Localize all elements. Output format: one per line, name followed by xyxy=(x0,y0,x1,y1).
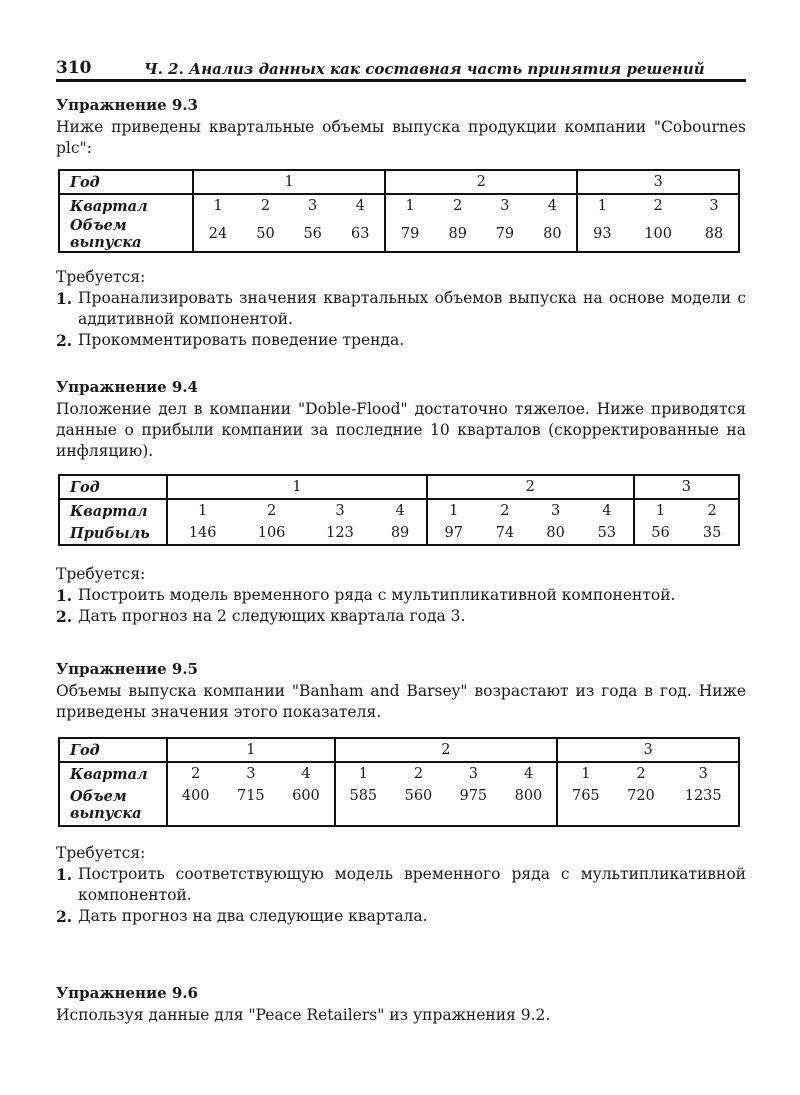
quarter-row xyxy=(59,194,739,217)
value-cell: 53 xyxy=(581,522,634,545)
year-cell: 1 xyxy=(167,738,335,762)
task-text: Дать прогноз на 2 следующих квартала года 3. xyxy=(78,607,466,625)
quarter-cell: 3 xyxy=(500,198,510,214)
exercise-9-4 xyxy=(56,378,746,627)
value-cell: 765 xyxy=(571,788,600,804)
profit-table xyxy=(58,474,740,546)
value-cell: 560 xyxy=(404,788,433,804)
quarter-cell: 3 xyxy=(246,766,256,782)
exercise-9-6 xyxy=(56,984,746,1026)
year-row xyxy=(59,170,739,194)
value-cell: 100 xyxy=(644,226,672,242)
value-cell: 975 xyxy=(459,788,488,804)
task-text: Прокомментировать поведение тренда. xyxy=(78,331,405,349)
value-cell: 106 xyxy=(257,525,286,541)
quarter-cell: 3 xyxy=(468,766,478,782)
value-row xyxy=(59,522,739,545)
task-number: 2. xyxy=(56,607,73,626)
quarter-row xyxy=(59,762,739,785)
value-cell: 74 xyxy=(495,525,515,541)
running-title: Ч. 2. Анализ данных как составная часть принятия решений xyxy=(144,60,705,78)
value-cell: 123 xyxy=(326,525,354,541)
value-cell: 56 xyxy=(303,226,322,242)
exercise-title: Упражнение 9.6 xyxy=(56,984,198,1002)
value-cell: 97 xyxy=(444,525,463,541)
task-text: Построить соответствующую модель временного ряда с мультипликативной компонентой. xyxy=(78,865,746,904)
year-cell: 1 xyxy=(167,475,427,499)
quarter-cell: 2 xyxy=(191,766,201,782)
task-number: 1. xyxy=(56,289,73,308)
exercise-title: Упражнение 9.5 xyxy=(56,660,198,678)
quarter-cell: 2 xyxy=(453,198,463,214)
quarter-cell: 4 xyxy=(501,762,557,785)
year-cell: 2 xyxy=(385,170,577,194)
exercise-text: Используя данные для "Peace Retailers" из упражнения 9.2. xyxy=(56,1006,551,1024)
value-cell: 720 xyxy=(627,788,655,804)
task-number: 1. xyxy=(56,586,73,605)
task-item xyxy=(56,906,746,927)
exercise-9-3 xyxy=(56,96,746,351)
value-cell: 93 xyxy=(593,226,612,242)
value-row xyxy=(59,217,739,252)
year-row xyxy=(59,475,739,499)
quarter-cell: 1 xyxy=(597,198,607,214)
quarter-cell: 1 xyxy=(198,503,208,519)
task-item xyxy=(56,585,746,606)
quarter-cell: 3 xyxy=(335,503,345,519)
quarter-cell: 2 xyxy=(500,503,510,519)
year-header: Год xyxy=(59,475,167,499)
output-table xyxy=(58,169,740,253)
page-number: 310 xyxy=(56,58,92,78)
value-cell: 88 xyxy=(704,226,724,242)
value-cell: 79 xyxy=(495,226,515,242)
year-cell: 3 xyxy=(557,738,739,762)
year-cell: 2 xyxy=(335,738,558,762)
quarter-cell: 2 xyxy=(266,503,277,519)
exercise-title: Упражнение 9.4 xyxy=(56,378,198,396)
task-item xyxy=(56,606,746,627)
quarter-cell: 4 xyxy=(374,499,427,522)
task-text: Дать прогноз на два следующие квартала. xyxy=(78,907,428,925)
required-label: Требуется: xyxy=(56,844,146,862)
task-list xyxy=(56,864,746,927)
task-item xyxy=(56,864,746,906)
value-cell: 600 xyxy=(278,785,334,826)
value-row xyxy=(59,785,739,826)
exercise-text: Ниже приведены квартальные объемы выпуска продукции компании "Cobournes plc": xyxy=(56,118,746,157)
required-label: Требуется: xyxy=(56,565,146,583)
quarter-cell: 4 xyxy=(528,194,577,217)
task-text: Проанализировать значения квартальных объемов выпуска на основе модели с аддитивной компонентой. xyxy=(78,289,746,328)
exercise-text: Объемы выпуска компании "Banham and Barsey" возрастают из года в год. Ниже приведены значения этого показателя. xyxy=(56,682,746,721)
quarter-header: Квартал xyxy=(59,762,167,785)
quarter-cell: 1 xyxy=(449,503,459,519)
exercise-9-5 xyxy=(56,660,746,927)
task-text: Построить модель временного ряда с мультипликативной компонентой. xyxy=(78,586,676,604)
exercise-title: Упражнение 9.3 xyxy=(56,96,198,114)
page-header xyxy=(56,52,746,82)
quarter-cell: 2 xyxy=(260,198,271,214)
value-cell: 400 xyxy=(181,788,210,804)
value-cell: 146 xyxy=(188,525,217,541)
value-cell: 79 xyxy=(400,226,420,242)
year-header: Год xyxy=(59,170,193,194)
output-table xyxy=(58,737,740,827)
task-item xyxy=(56,288,746,330)
value-header: Объем выпуска xyxy=(59,217,193,252)
value-cell: 1235 xyxy=(684,788,722,804)
quarter-cell: 4 xyxy=(278,762,334,785)
value-header-line2: выпуска xyxy=(70,805,142,822)
running-header xyxy=(56,52,746,82)
quarter-cell: 3 xyxy=(698,766,708,782)
value-cell: 585 xyxy=(349,788,378,804)
quarter-header: Квартал xyxy=(59,499,167,522)
quarter-row xyxy=(59,499,739,522)
value-cell: 80 xyxy=(546,525,565,541)
value-header: Прибыль xyxy=(59,522,167,545)
year-cell: 2 xyxy=(427,475,634,499)
quarter-cell: 1 xyxy=(581,766,591,782)
value-cell: 89 xyxy=(448,226,467,242)
quarter-cell: 1 xyxy=(213,198,223,214)
task-number: 2. xyxy=(56,331,73,350)
task-list xyxy=(56,585,746,627)
quarter-cell: 1 xyxy=(405,198,415,214)
year-cell: 1 xyxy=(193,170,385,194)
value-cell: 63 xyxy=(336,217,385,252)
value-cell: 80 xyxy=(528,217,577,252)
exercise-text: Положение дел в компании "Doble-Flood" достаточно тяжелое. Ниже приводятся данные о прибыли компании за последние 10 кварталов (скорректированные на инфляцию). xyxy=(56,400,746,460)
year-cell: 3 xyxy=(634,475,739,499)
quarter-cell: 3 xyxy=(709,198,719,214)
value-cell: 50 xyxy=(256,226,275,242)
value-header-line1: Объем xyxy=(70,788,127,805)
value-cell: 35 xyxy=(702,525,722,541)
value-cell: 24 xyxy=(208,226,228,242)
value-cell: 89 xyxy=(374,522,427,545)
quarter-cell: 2 xyxy=(413,766,424,782)
required-label: Требуется: xyxy=(56,268,146,286)
quarter-cell: 4 xyxy=(336,194,385,217)
value-cell: 715 xyxy=(236,788,265,804)
value-header xyxy=(59,785,167,826)
quarter-header: Квартал xyxy=(59,194,193,217)
quarter-cell: 2 xyxy=(653,198,663,214)
quarter-cell: 3 xyxy=(308,198,318,214)
year-cell: 3 xyxy=(577,170,739,194)
quarter-cell: 3 xyxy=(551,503,561,519)
year-header: Год xyxy=(59,738,167,762)
task-number: 2. xyxy=(56,907,73,926)
quarter-cell: 4 xyxy=(581,499,634,522)
quarter-cell: 2 xyxy=(707,503,717,519)
quarter-cell: 1 xyxy=(655,503,666,519)
value-cell: 56 xyxy=(651,525,670,541)
value-cell: 800 xyxy=(501,785,557,826)
task-item xyxy=(56,330,746,351)
task-list xyxy=(56,288,746,351)
quarter-cell: 2 xyxy=(636,766,646,782)
quarter-cell: 1 xyxy=(358,766,368,782)
year-row xyxy=(59,738,739,762)
task-number: 1. xyxy=(56,865,73,884)
